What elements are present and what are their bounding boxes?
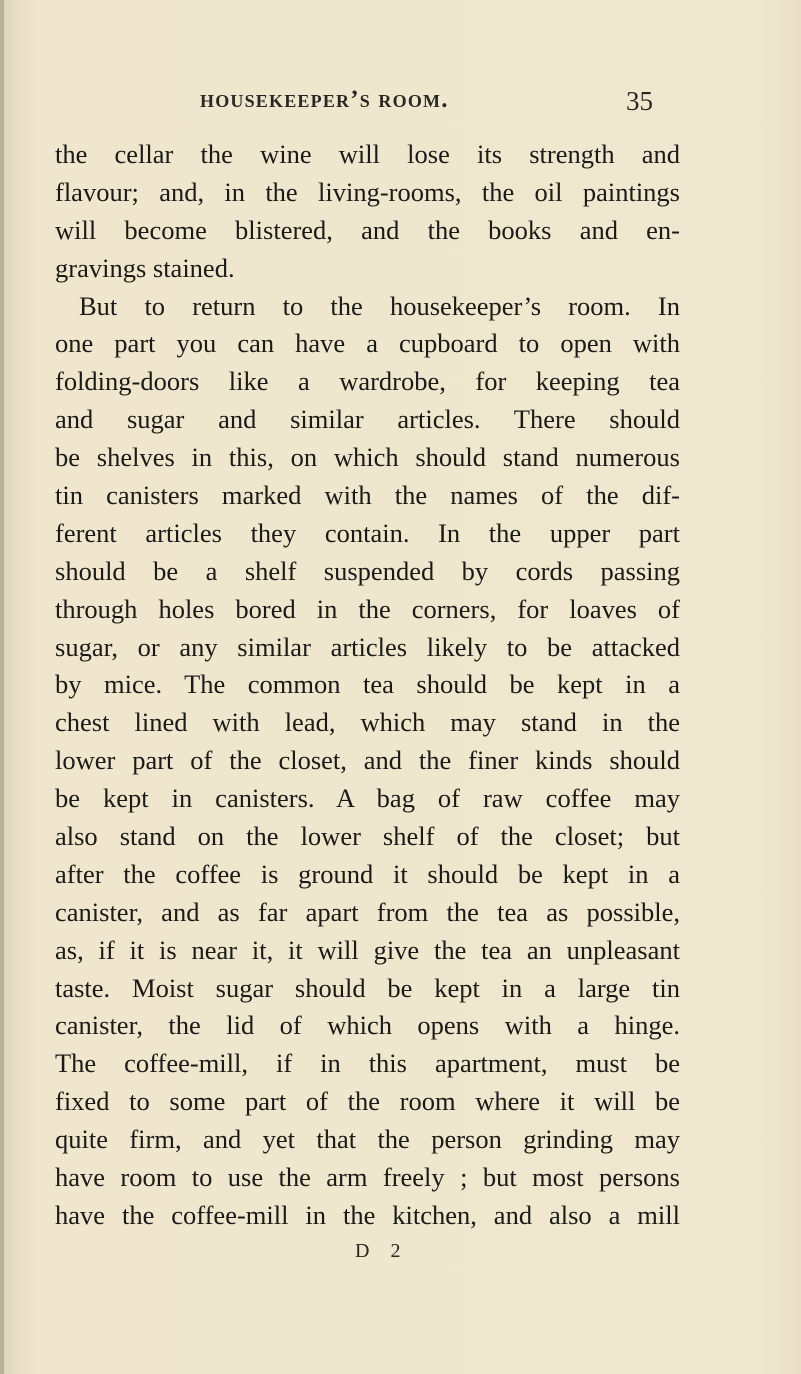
text-line: quite firm, and yet that the person grinding may <box>55 1124 680 1155</box>
text-line: folding-doors like a wardrobe, for keeping tea <box>55 366 680 397</box>
text-line: as, if it is near it, it will give the tea an unpleasant <box>55 934 680 965</box>
text-line: by mice. The common tea should be kept in a <box>55 669 680 700</box>
text-line: taste. Moist sugar should be kept in a large tin <box>55 972 680 1003</box>
text-line: have the coffee-mill in the kitchen, and also a mill <box>55 1199 680 1230</box>
text-line: sugar, or any similar articles likely to be attacked <box>55 631 680 662</box>
text-line: and sugar and similar articles. There should <box>55 404 680 435</box>
text-line: after the coffee is ground it should be kept in a <box>55 858 680 889</box>
text-line: gravings stained. <box>55 252 235 283</box>
text-line: will become blistered, and the books and en- <box>55 214 680 245</box>
text-line: flavour; and, in the living-rooms, the oil paintings <box>55 176 680 207</box>
text-line: canister, the lid of which opens with a hinge. <box>55 1010 680 1041</box>
page-gutter-edge <box>0 0 4 1374</box>
text-line: fixed to some part of the room where it will be <box>55 1086 680 1117</box>
signature-label: D 2 <box>355 1240 409 1262</box>
text-line: also stand on the lower shelf of the closet; but <box>55 821 680 852</box>
text-line: But to return to the housekeeper’s room. In <box>79 290 680 321</box>
text-line: have room to use the arm freely ; but most persons <box>55 1162 680 1193</box>
text-line: be shelves in this, on which should stand numerous <box>55 442 680 473</box>
page-number: 35 <box>626 86 653 116</box>
text-line: tin canisters marked with the names of the dif- <box>55 480 680 511</box>
text-line: one part you can have a cupboard to open with <box>55 328 680 359</box>
text-line: should be a shelf suspended by cords passing <box>55 555 680 586</box>
running-head <box>0 86 801 122</box>
signature-mark <box>0 1240 801 1280</box>
text-line: through holes bored in the corners, for loaves of <box>55 593 680 624</box>
text-line: chest lined with lead, which may stand in the <box>55 707 680 738</box>
text-line: lower part of the closet, and the finer kinds should <box>55 745 680 776</box>
text-line: The coffee-mill, if in this apartment, must be <box>55 1048 680 1079</box>
body-text <box>55 136 680 1235</box>
text-line: be kept in canisters. A bag of raw coffee may <box>55 783 680 814</box>
running-head-title: housekeeper’s room. <box>200 86 449 113</box>
text-line: the cellar the wine will lose its strength and <box>55 139 680 169</box>
text-line: canister, and as far apart from the tea as possible, <box>55 896 680 927</box>
text-line: ferent articles they contain. In the upper part <box>55 517 680 548</box>
